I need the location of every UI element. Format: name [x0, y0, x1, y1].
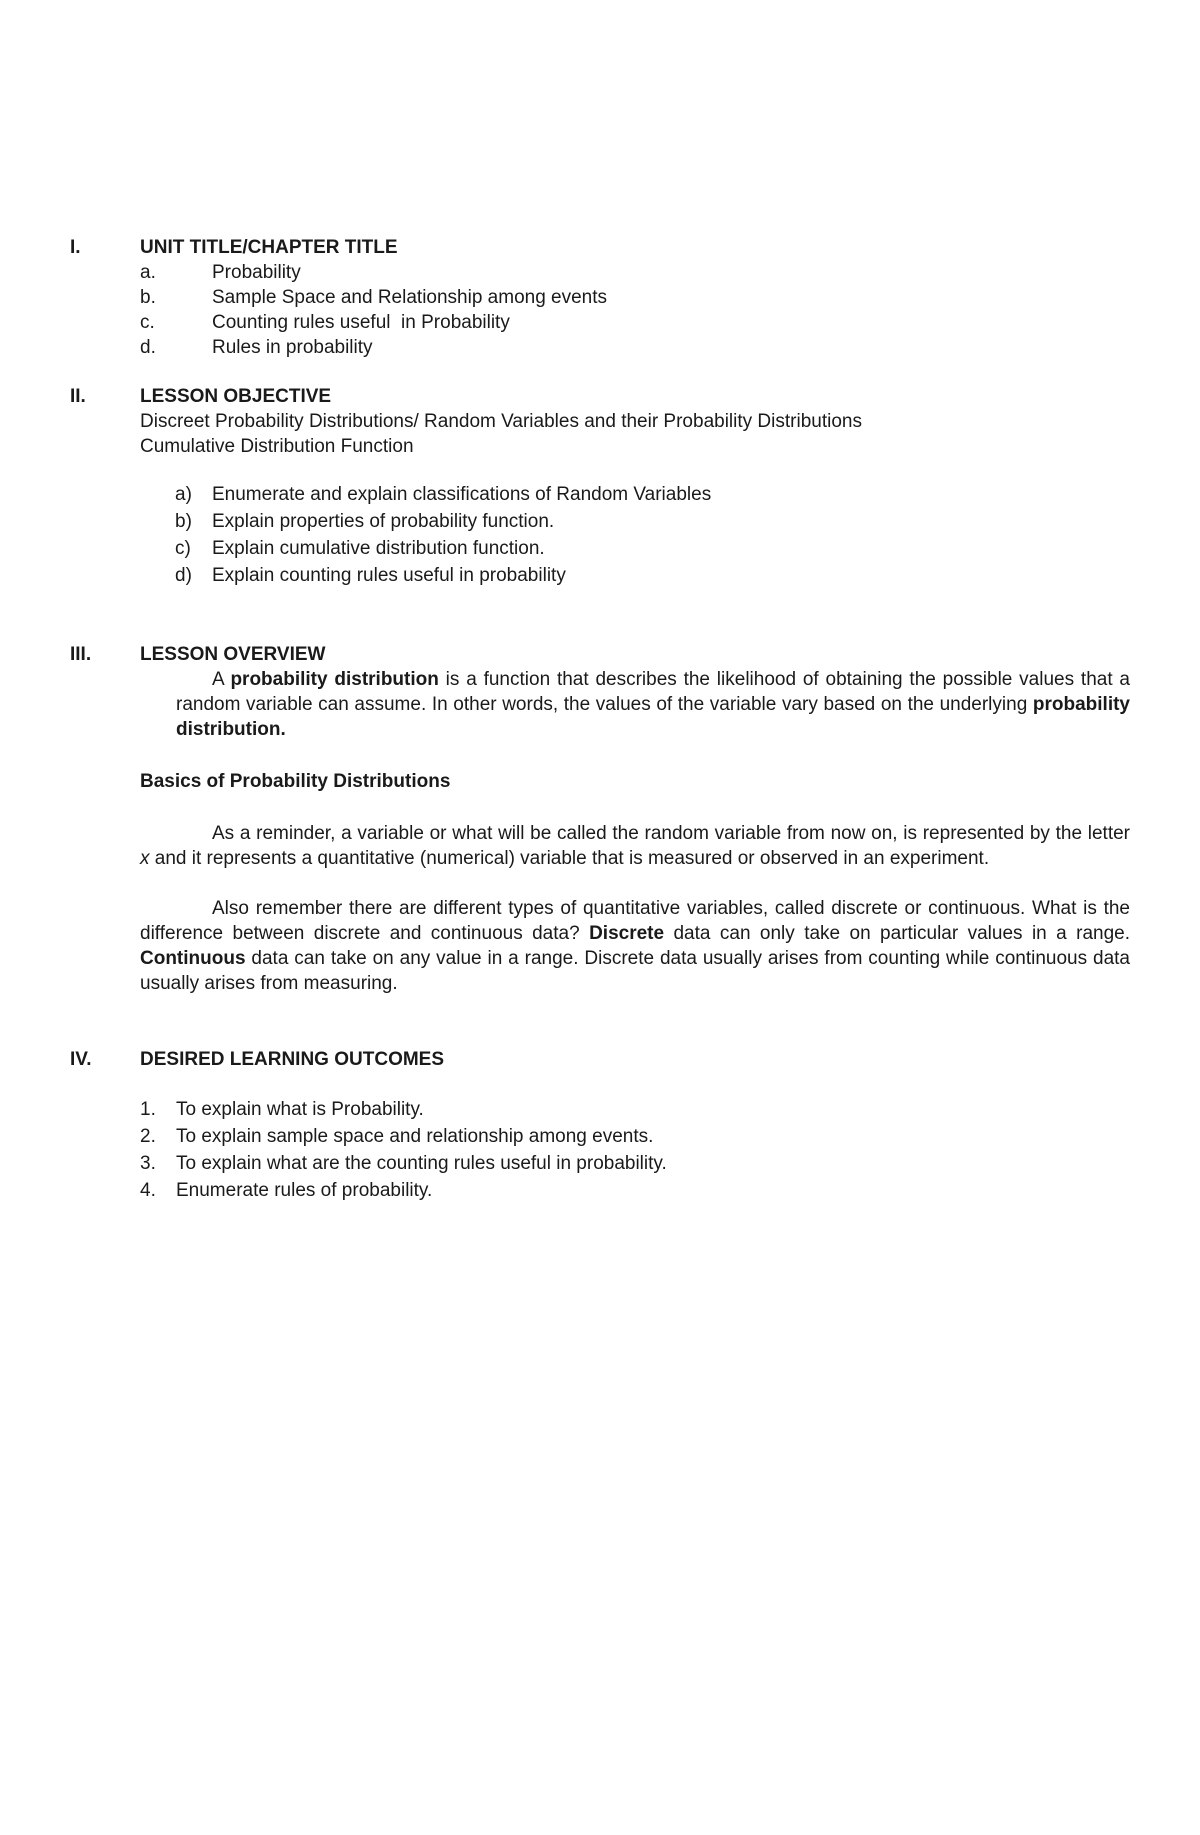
list-marker: d.: [140, 337, 156, 358]
list-marker: 4.: [140, 1180, 156, 1201]
list-item: [70, 536, 1130, 563]
section-heading: [70, 1047, 1130, 1072]
list-marker: b.: [140, 287, 156, 308]
objective-line: Cumulative Distribution Function: [140, 436, 414, 457]
list-item-text: Counting rules useful in Probability: [212, 312, 510, 333]
list-item-text: Explain counting rules useful in probability: [212, 565, 566, 586]
list-marker: 1.: [140, 1099, 156, 1120]
section-numeral: III.: [70, 644, 92, 665]
unit-topic-list: [70, 260, 1130, 360]
list-item-text: Enumerate rules of probability.: [176, 1180, 433, 1201]
overview-paragraph: A probability distribution is a function that describes the likelihood of obtaining the possible values that a random variable can assume. In other words, the values of the variable vary based on the underlying probability distribution.: [176, 669, 1130, 740]
list-item-text: Rules in probability: [212, 337, 373, 358]
list-item: [70, 563, 1130, 590]
list-item: [70, 285, 1130, 310]
list-item-text: To explain sample space and relationship among events.: [176, 1126, 654, 1147]
list-item: [70, 1124, 1130, 1151]
section-lesson-objective: [70, 384, 1130, 590]
list-marker: b): [175, 511, 192, 532]
list-item: [70, 260, 1130, 285]
section-title: UNIT TITLE/CHAPTER TITLE: [140, 237, 398, 258]
list-item: [70, 509, 1130, 536]
section-title: LESSON OBJECTIVE: [140, 386, 332, 407]
objective-list: [70, 482, 1130, 590]
section-unit-title: [70, 235, 1130, 360]
section-heading: [70, 642, 1130, 667]
list-marker: 3.: [140, 1153, 156, 1174]
list-item: [70, 310, 1130, 335]
list-item-text: Enumerate and explain classifications of Random Variables: [212, 484, 712, 505]
list-marker: c.: [140, 312, 155, 333]
list-item-text: To explain what are the counting rules useful in probability.: [176, 1153, 667, 1174]
section-learning-outcomes: [70, 1047, 1130, 1205]
list-item: [70, 1151, 1130, 1178]
list-marker: a.: [140, 262, 156, 283]
list-item-text: Explain properties of probability function.: [212, 511, 555, 532]
list-marker: a): [175, 484, 192, 505]
list-item: [70, 1097, 1130, 1124]
list-item-text: Sample Space and Relationship among events: [212, 287, 608, 308]
list-item-text: Explain cumulative distribution function.: [212, 538, 545, 559]
list-item: [70, 1178, 1130, 1205]
list-item-text: To explain what is Probability.: [176, 1099, 424, 1120]
reminder-paragraph: As a reminder, a variable or what will be called the random variable from now on, is represented by the letter x and it represents a quantitative (numerical) variable that is measured or observed in an experiment.: [140, 823, 1130, 869]
section-heading: [70, 384, 1130, 409]
list-item: [70, 335, 1130, 360]
subheading: Basics of Probability Distributions: [140, 771, 451, 792]
objective-line: Discreet Probability Distributions/ Random Variables and their Probability Distributions: [140, 411, 862, 432]
section-heading: [70, 235, 1130, 260]
outcome-list: [70, 1097, 1130, 1205]
section-lesson-overview: [70, 642, 1130, 996]
list-marker: c): [175, 538, 191, 559]
list-marker: d): [175, 565, 192, 586]
section-numeral: IV.: [70, 1049, 92, 1070]
section-title: LESSON OVERVIEW: [140, 644, 326, 665]
section-numeral: II.: [70, 386, 86, 407]
list-item-text: Probability: [212, 262, 301, 283]
section-numeral: I.: [70, 237, 81, 258]
section-title: DESIRED LEARNING OUTCOMES: [140, 1049, 445, 1070]
list-marker: 2.: [140, 1126, 156, 1147]
variable-types-paragraph: Also remember there are different types of quantitative variables, called discrete or continuous. What is the difference between discrete and continuous data? Discrete data can only take on particular values in a range. Continuous data can take on any value in a range. Discrete data usually arises from counting while continuous data usually arises from measuring.: [140, 898, 1130, 994]
list-item: [70, 482, 1130, 509]
